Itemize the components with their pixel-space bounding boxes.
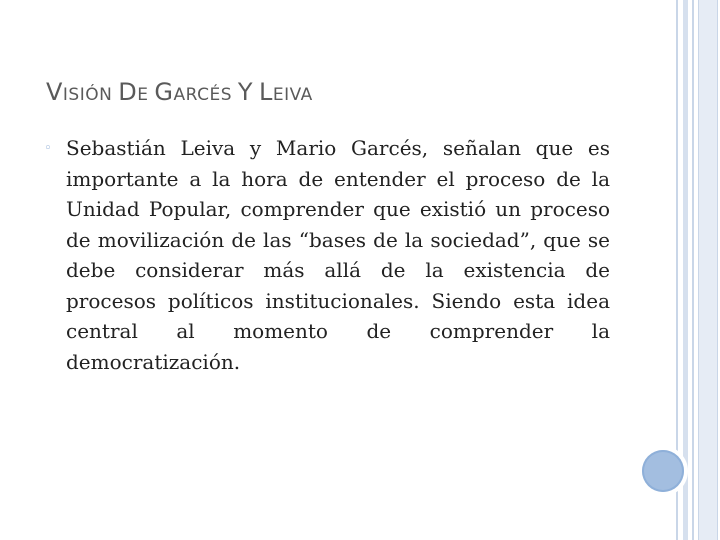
bullet-paragraph: Sebastián Leiva y Mario Garcés, señalan que es importante a la hora de entender el proceso de la Unidad Popular, comprender que existió un proceso de movilización de las “bases de la sociedad”, que se debe considerar más allá de la existencia de procesos políticos institucionales. Siendo esta idea central al momento de comprender la democratización.	[66, 136, 610, 374]
title-rest: E	[137, 85, 155, 105]
decorative-stripe	[692, 0, 694, 540]
title-cap: V	[46, 78, 63, 106]
bullet-circle-icon: ◦	[44, 141, 52, 156]
title-rest: EIVA	[272, 85, 313, 105]
decorative-stripe	[698, 0, 718, 540]
title-cap: D	[118, 78, 138, 106]
title-cap: G	[154, 78, 174, 106]
decorative-circle-icon	[642, 450, 684, 492]
title-cap: L	[258, 78, 273, 106]
title-rest: ARCÉS	[173, 85, 238, 105]
title-cap: Y	[237, 78, 254, 106]
slide-title	[46, 78, 313, 106]
title-rest: ISIÓN	[62, 85, 119, 105]
